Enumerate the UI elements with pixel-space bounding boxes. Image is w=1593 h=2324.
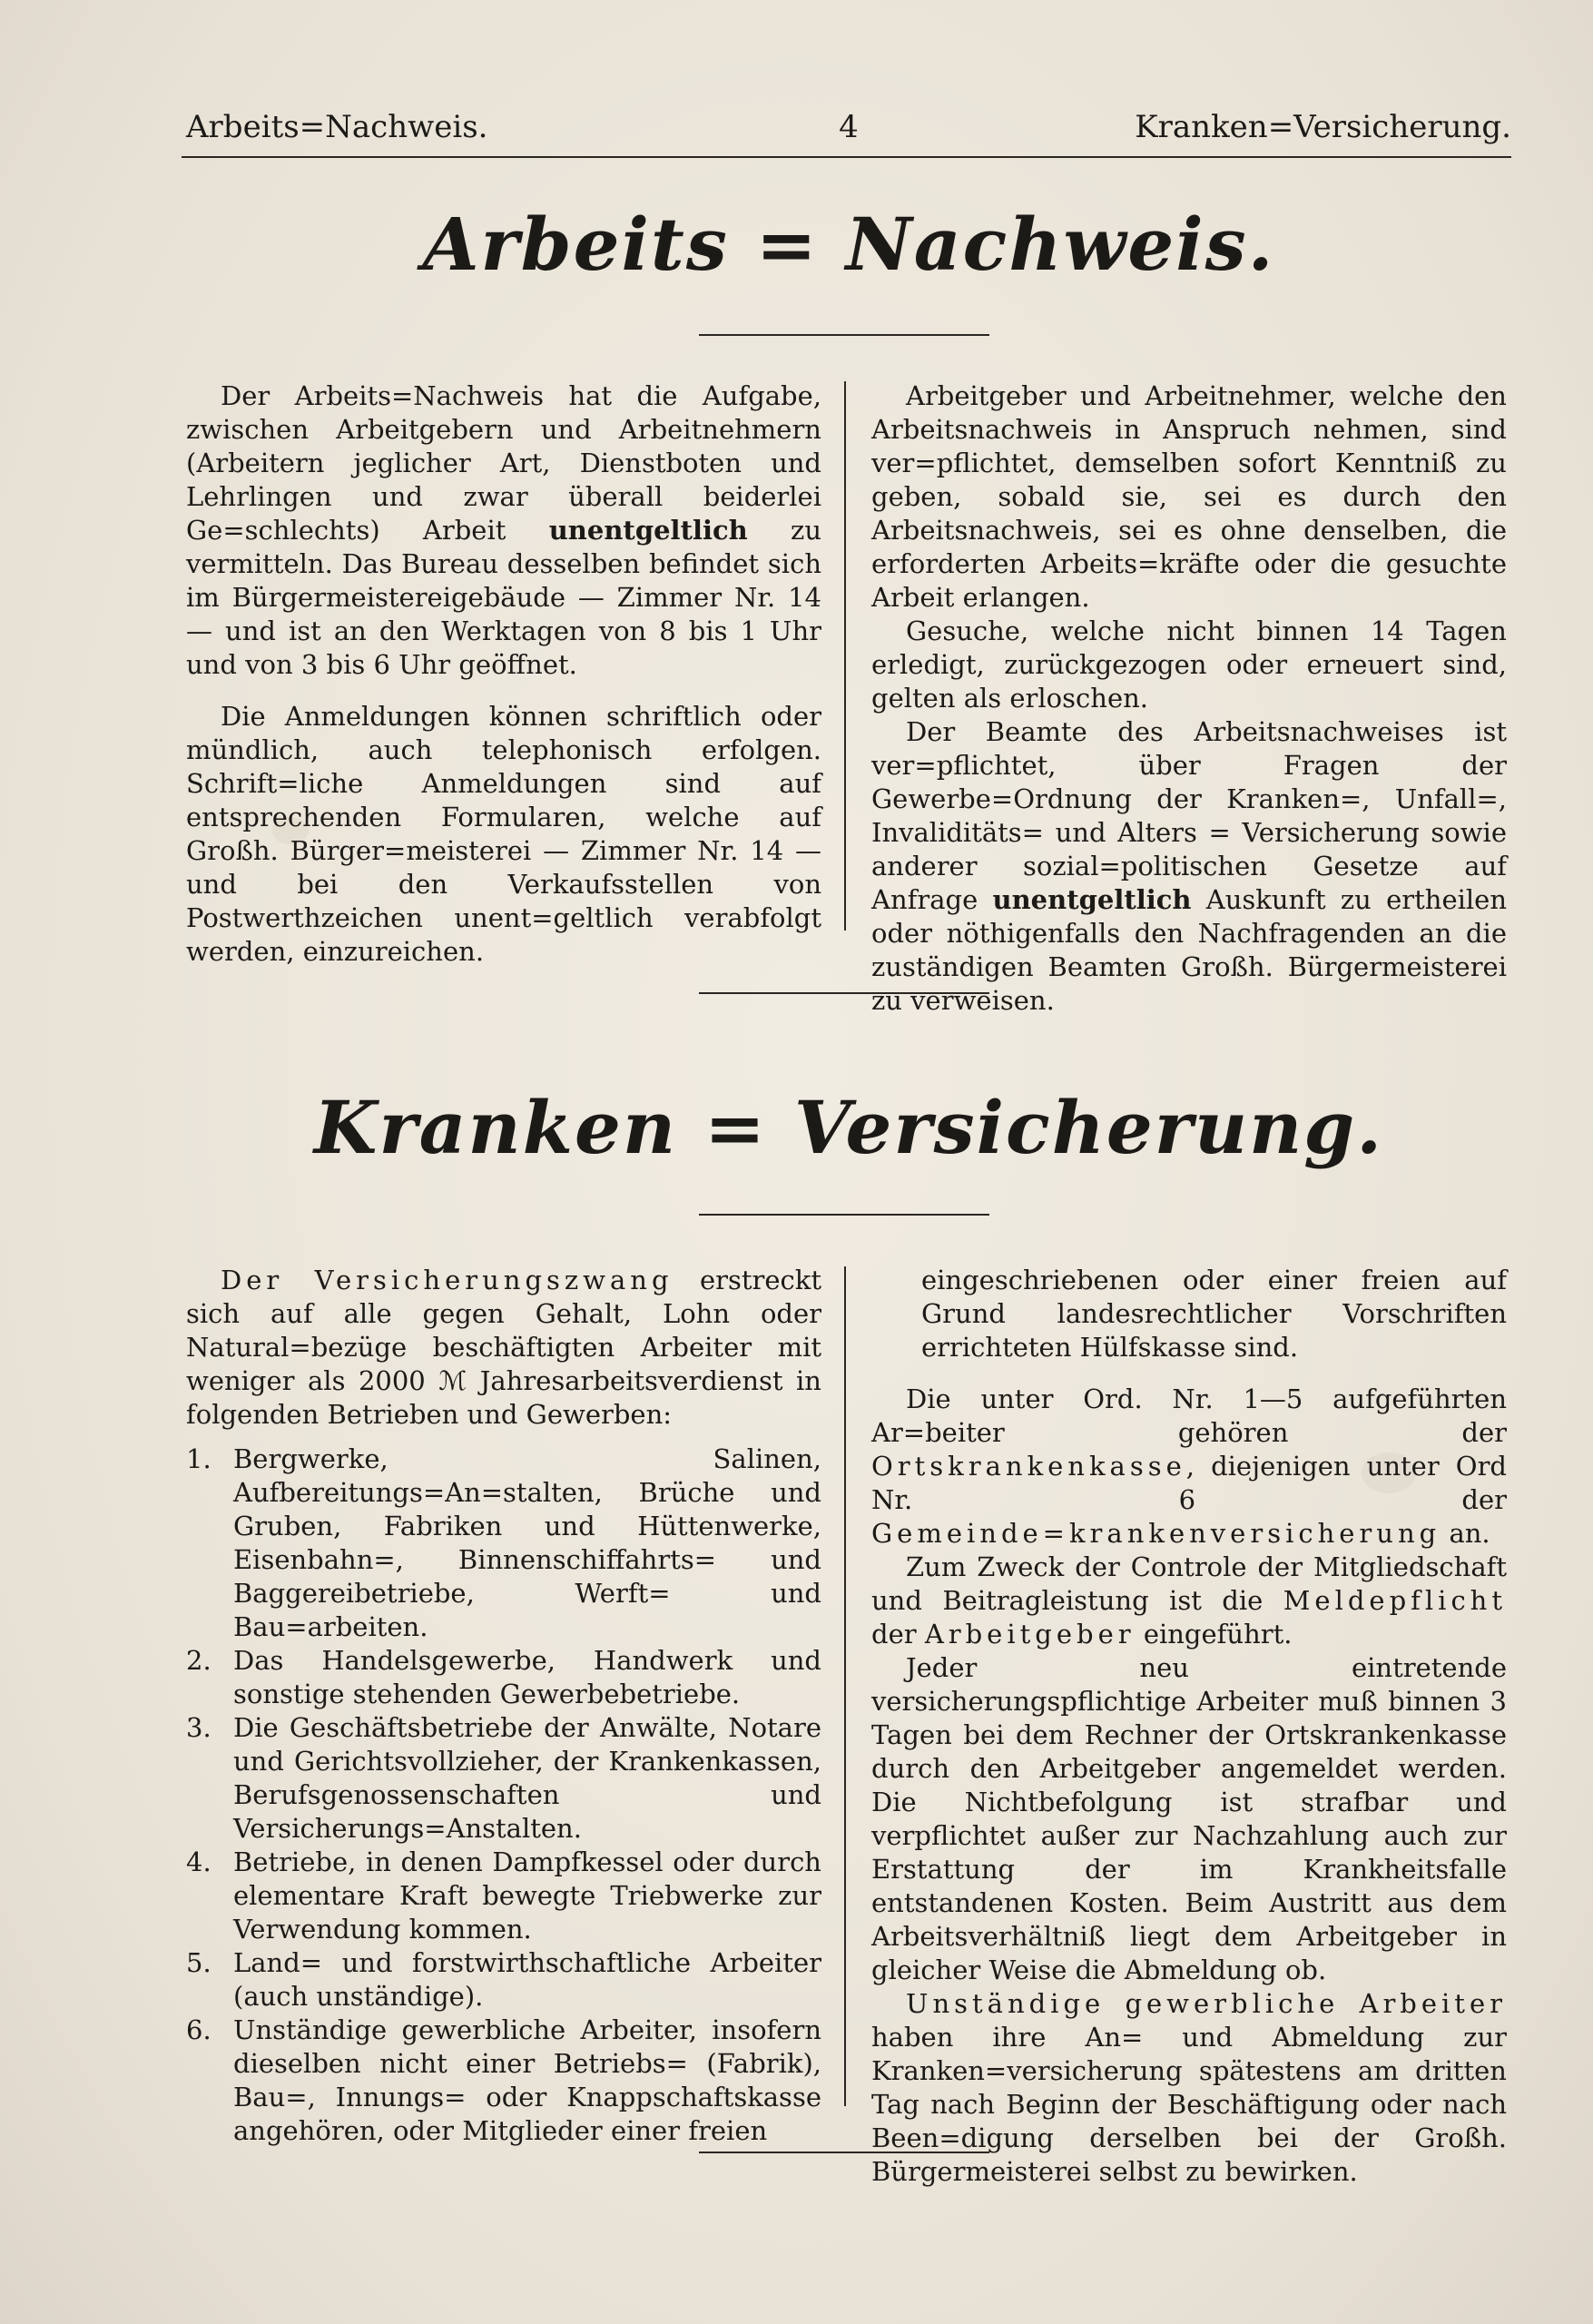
item-text: Betriebe, in denen Dampfkessel oder durch elementare Kraft bewegte Triebwerke zur Verwendung kommen. <box>233 1846 821 1945</box>
spaced-text: Arbeitgeber <box>924 1619 1136 1649</box>
list-item <box>186 1946 821 2014</box>
bold-text: unentgeltlich <box>548 515 748 546</box>
paragraph <box>871 715 1507 1018</box>
text: Auskunft zu ertheilen oder nöthigenfalls den Nachfragenden an die zuständigen Beamten Großh. Bürgermeisterei zu verweisen. <box>871 884 1507 1016</box>
section-rule <box>699 992 989 994</box>
arbeitsnachweis-right-column <box>871 379 1507 1018</box>
paragraph: eingeschriebenen oder einer freien auf Grund landesrechtlicher Vorschriften errichteten Hülfskasse sind. <box>921 1265 1507 1363</box>
enumerated-list <box>186 1443 821 2148</box>
list-item <box>186 1443 821 1644</box>
title-rule <box>699 334 989 336</box>
text: an. <box>1449 1518 1490 1549</box>
text: eingeführt. <box>1143 1619 1293 1649</box>
item-text: Unständige gewerbliche Arbeiter, insofern dieselben nicht einer Betriebs= (Fabrik), Bau=, Innungs= oder Knappschaftskasse angehören, oder Mitglieder einer freien <box>233 2014 821 2146</box>
header-right: Kranken=Versicherung. <box>1135 109 1511 145</box>
column-divider <box>844 1266 846 2106</box>
paragraph: Jeder neu eintretende versicherungspflichtige Arbeiter muß binnen 3 Tagen bei dem Rechner der Ortskrankenkasse durch den Arbeitgeber angemeldet werden. Die Nichtbefolgung ist strafbar und verpflichtet außer zur Nachzahlung auch zur Erstattung der im Krankheitsfalle entstandenen Kosten. Beim Austritt aus dem Arbeitsverhältniß liegt dem Arbeitgeber in gleicher Weise die Abmeldung ob. <box>871 1652 1507 1985</box>
paragraph <box>871 1987 1507 2189</box>
closing-rule <box>699 2152 989 2153</box>
item-text: Das Handelsgewerbe, Handwerk und sonstige stehenden Gewerbebetriebe. <box>233 1645 821 1709</box>
paragraph: Die Anmeldungen können schriftlich oder mündlich, auch telephonisch erfolgen. Schrift=liche Anmeldungen sind auf entsprechenden Formularen, welche auf Großh. Bürger=meisterei — Zimmer Nr. 14 — und bei den Verkaufsstellen von Postwerthzeichen unent=geltlich verabfolgt werden, einzureichen. <box>186 701 821 967</box>
title-rule <box>699 1214 989 1216</box>
paragraph: Arbeitgeber und Arbeitnehmer, welche den Arbeitsnachweis in Anspruch nehmen, sind ver=pflichtet, demselben sofort Kenntniß zu geben, sobald sie, sei es durch den Arbeitsnachweis, sei es ohne denselben, die erforderten Arbeits=kräfte oder die gesuchte Arbeit erlangen. <box>871 380 1507 613</box>
item-number: 2. <box>186 1645 211 1676</box>
paragraph: Gesuche, welche nicht binnen 14 Tagen erledigt, zurückgezogen oder erneuert sind, gelten als erloschen. <box>871 615 1507 714</box>
bold-text: unentgeltlich <box>992 884 1192 915</box>
header-rule <box>182 156 1511 158</box>
list-item <box>186 1711 821 1846</box>
spaced-text: Ortskrankenkasse <box>871 1451 1186 1482</box>
spaced-text: Gemeinde=krankenversicherung <box>871 1518 1441 1549</box>
text: Die unter Ord. Nr. 1—5 aufgeführten Ar=beiter gehören der <box>871 1384 1507 1448</box>
section-title-arbeitsnachweis: Arbeits = Nachweis. <box>422 202 1275 287</box>
item-text: Die Geschäftsbetriebe der Anwälte, Notare und Gerichtsvollzieher, der Krankenkassen, Berufsgenossenschaften und Versicherungs=Anstalten. <box>233 1712 821 1844</box>
text: haben ihre An= und Abmeldung zur Kranken=versicherung spätestens am dritten Tag nach Beginn der Beschäftigung oder nach Been=digung derselben bei der Großh. Bürgermeisterei selbst zu bewirken. <box>871 2022 1507 2187</box>
item-text: Land= und forstwirthschaftliche Arbeiter (auch unständige). <box>233 1947 821 2012</box>
item-number: 1. <box>186 1443 211 1474</box>
spaced-text: Der Versicherungszwang <box>221 1265 674 1295</box>
paragraph <box>871 1383 1507 1551</box>
paragraph <box>186 379 821 682</box>
text: Der Beamte des Arbeitsnachweises ist ver=pflichtet, über Fragen der Gewerbe=Ordnung der Kranken=, Unfall=, Invaliditäts= und Alters = Versicherung sowie anderer sozial=politischen Gesetze auf Anfrage <box>871 716 1507 915</box>
page-number: 4 <box>839 109 859 145</box>
item-number: 3. <box>186 1712 211 1743</box>
text: zu vermitteln. Das Bureau desselben befindet sich im Bürgermeistereigebäude — Zimmer Nr. 14 — und ist an den Werktagen von 8 bis 1 Uhr und von 3 bis 6 Uhr geöffnet. <box>186 515 822 680</box>
list-item <box>186 1644 821 1711</box>
text: Der Arbeits=Nachweis hat die Aufgabe, zwischen Arbeitgebern und Arbeitnehmern (Arbeitern jeglicher Art, Dienstboten und Lehrlingen und zwar überall beiderlei Ge=schlechts) Arbeit <box>186 380 821 546</box>
list-item <box>186 1846 821 1946</box>
krankenversicherung-right-column <box>871 1264 1507 2189</box>
section-title-krankenversicherung: Kranken = Versicherung. <box>313 1085 1384 1170</box>
paragraph <box>186 1264 821 1432</box>
list-item <box>186 2014 821 2148</box>
spaced-text: Unständige gewerbliche Arbeiter <box>906 1988 1507 2019</box>
item-number: 6. <box>186 2014 211 2045</box>
text: der <box>871 1619 917 1649</box>
krankenversicherung-left-column <box>186 1264 821 2148</box>
text: , diejenigen unter Ord Nr. 6 der <box>871 1451 1507 1515</box>
spaced-text: Meldepflicht <box>1283 1585 1508 1616</box>
paragraph <box>871 1551 1507 1651</box>
arbeitsnachweis-left-column <box>186 379 821 969</box>
text: Zum Zweck der Controle der Mitgliedschaft und Beitragleistung ist die <box>871 1551 1507 1616</box>
text: erstreckt sich auf alle gegen Gehalt, Lohn oder Natural=bezüge beschäftigten Arbeiter mit weniger als 2000 ℳ Jahresarbeitsverdienst in folgenden Betrieben und Gewerben: <box>186 1265 821 1430</box>
column-divider <box>844 381 846 931</box>
item-number: 5. <box>186 1947 211 1978</box>
running-header <box>186 109 1511 154</box>
item-text: Bergwerke, Salinen, Aufbereitungs=An=stalten, Brüche und Gruben, Fabriken und Hüttenwerke, Eisenbahn=, Binnenschiffahrts= und Baggereibetriebe, Werft= und Bau=arbeiten. <box>233 1443 821 1642</box>
item-number: 4. <box>186 1846 211 1877</box>
header-left: Arbeits=Nachweis. <box>186 109 488 145</box>
